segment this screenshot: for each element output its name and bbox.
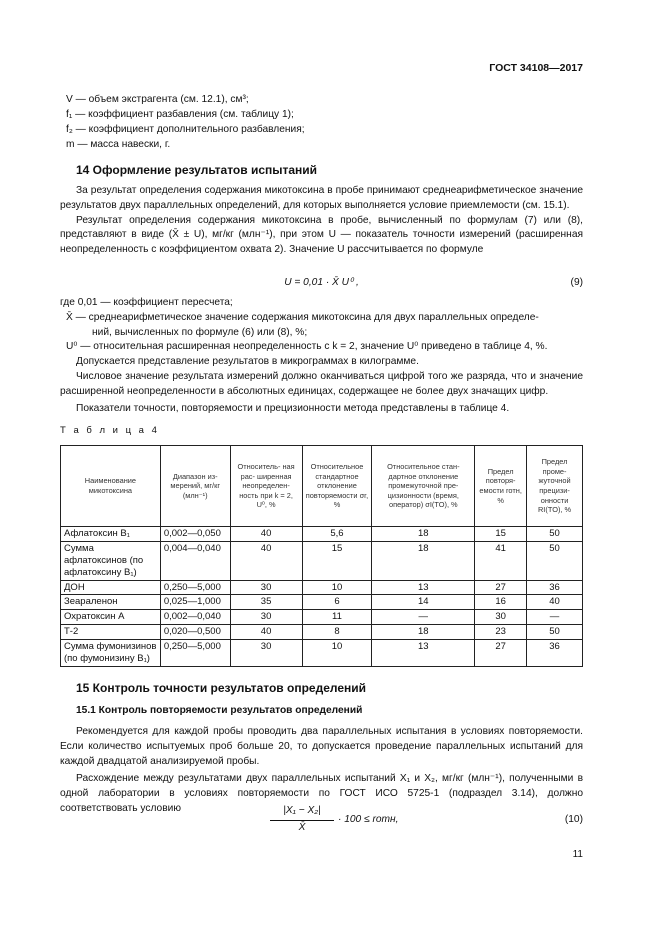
table-row: [61, 625, 583, 640]
cell-value: 13: [372, 580, 475, 595]
cell-value: —: [372, 610, 475, 625]
cell-range: 0,250—5,000: [160, 640, 230, 667]
cell-value: 27: [475, 640, 527, 667]
col-header-repeatability-sd: Относительное стандартное отклонение повторяемости σr, %: [302, 446, 372, 527]
formula-fraction: [270, 804, 334, 836]
cell-value: 40: [230, 625, 302, 640]
section-15-1-title: 15.1 Контроль повторяемости результатов определений: [76, 705, 363, 716]
section-15-text: [60, 725, 583, 817]
col-header-precision-sd: Относительное стан- дартное отклонение промежуточной пре- цизионности (время, оператор) σI(TO), %: [372, 446, 475, 527]
cell-range: 0,025—1,000: [160, 595, 230, 610]
definition-item: где 0,01 — коэффициент пересчета;: [60, 297, 233, 308]
section-14-notes: [60, 355, 583, 417]
table-row: [61, 541, 583, 580]
cell-name: Сумма фумонизинов (по фумонизину B₁): [61, 640, 161, 667]
cell-range: 0,002—0,050: [160, 527, 230, 542]
col-header-uncertainty: Относитель- ная рас- ширенная неопределен- ность при k = 2, U⁰, %: [230, 446, 302, 527]
cell-value: 23: [475, 625, 527, 640]
cell-value: 10: [302, 640, 372, 667]
cell-name: Афлатоксин B₁: [61, 527, 161, 542]
cell-value: 14: [372, 595, 475, 610]
definition-item: f₁ — коэффициент разбавления (см. таблицу 1);: [66, 109, 294, 120]
cell-value: 41: [475, 541, 527, 580]
table-row: [61, 580, 583, 595]
col-header-name: Наименование микотоксина: [61, 446, 161, 527]
paragraph: Числовое значение результата измерений должно оканчиваться цифрой того же разряда, что и значение расширенной неопределенности в абсолютных единицах, содержащее не более двух значащих цифр.: [60, 370, 583, 397]
paragraph: Допускается представление результатов в микрограммах в килограмме.: [76, 356, 419, 367]
cell-range: 0,250—5,000: [160, 580, 230, 595]
page-number: 11: [572, 849, 583, 860]
cell-value: 8: [302, 625, 372, 640]
cell-value: 16: [475, 595, 527, 610]
cell-range: 0,002—0,040: [160, 610, 230, 625]
formula-number: (9): [570, 277, 583, 288]
formula-number: (10): [564, 814, 583, 825]
col-header-precision-limit: Предел проме- жуточной прецизи- онности RI(TO), %: [527, 446, 583, 527]
formula-rest: · 100 ≤ rотн,: [338, 814, 399, 825]
cell-range: 0,020—0,500: [160, 625, 230, 640]
table-caption: Т а б л и ц а 4: [60, 425, 160, 436]
cell-value: 18: [372, 541, 475, 580]
cell-value: 36: [527, 580, 583, 595]
cell-value: 5,6: [302, 527, 372, 542]
cell-value: 15: [475, 527, 527, 542]
table-row: [61, 640, 583, 667]
cell-value: 30: [230, 610, 302, 625]
cell-value: 11: [302, 610, 372, 625]
document-id: ГОСТ 34108—2017: [489, 62, 583, 74]
formula-definitions: [60, 296, 583, 355]
definition-item: U⁰ — относительная расширенная неопределенность с k = 2, значение U⁰ приведено в таблице 4, %.: [66, 341, 548, 353]
cell-value: 50: [527, 527, 583, 542]
cell-value: 35: [230, 595, 302, 610]
cell-value: 15: [302, 541, 372, 580]
col-header-range: Диапазон из- мерений, мг/кг (млн⁻¹): [160, 446, 230, 527]
cell-name: Зеараленон: [61, 595, 161, 610]
definitions-top: [66, 93, 305, 153]
cell-name: Т-2: [61, 625, 161, 640]
cell-value: 36: [527, 640, 583, 667]
definition-item: m — масса навески, г.: [66, 139, 171, 150]
table-header-row: [61, 446, 583, 527]
section-14-title: 14 Оформление результатов испытаний: [76, 163, 318, 177]
section-14-text: [60, 184, 583, 258]
definition-item: X̄ — среднеарифметическое значение содержания микотоксина для двух параллельных определе-: [66, 311, 539, 323]
cell-value: 18: [372, 625, 475, 640]
cell-name: Сумма афлатоксинов (по афлатоксину B₁): [61, 541, 161, 580]
definition-item: ний, вычисленных по формуле (6) или (8), %;: [92, 326, 308, 338]
paragraph: Результат определения содержания микотоксина в пробе, вычисленный по формулам (7) или (8), представляют в виде (X̄ ± U), мг/кг (млн⁻¹), при этом U — показатель точности измерений (расширенная неопределенность с коэффициентом охвата 2). Значение U рассчитывается по формуле: [60, 214, 583, 256]
table-row: [61, 527, 583, 542]
cell-value: 10: [302, 580, 372, 595]
cell-value: 40: [230, 527, 302, 542]
table-row: [61, 610, 583, 625]
col-header-repeatability-limit: Предел повторя- емости rотн, %: [475, 446, 527, 527]
cell-value: 50: [527, 625, 583, 640]
cell-value: 6: [302, 595, 372, 610]
paragraph: Рекомендуется для каждой пробы проводить два параллельных испытания в условиях повторяемости. Если количество испытуемых проб больше 20, то допускается проведение параллельных испытаний для каждой двадцатой анализируемой пробы.: [60, 726, 583, 767]
table-4: [60, 445, 583, 667]
cell-value: —: [527, 610, 583, 625]
paragraph: Показатели точности, повторяемости и прецизионности метода представлены в таблице 4.: [76, 403, 510, 415]
paragraph: За результат определения содержания микотоксина в пробе принимают среднеарифметическое значение результатов двух параллельных определений, для которых выполняется условие приемлемости (см. 15.1).: [60, 185, 583, 211]
definition-item: V — объем экстрагента (см. 12.1), см³;: [66, 94, 249, 105]
table-row: [61, 595, 583, 610]
cell-value: 18: [372, 527, 475, 542]
cell-value: 27: [475, 580, 527, 595]
cell-value: 40: [527, 595, 583, 610]
cell-value: 13: [372, 640, 475, 667]
cell-value: 40: [230, 541, 302, 580]
cell-name: ДОН: [61, 580, 161, 595]
cell-value: 50: [527, 541, 583, 580]
cell-value: 30: [475, 610, 527, 625]
formula-9: [60, 276, 583, 292]
cell-name: Охратоксин А: [61, 610, 161, 625]
cell-value: 30: [230, 580, 302, 595]
formula-10: [60, 804, 583, 838]
formula-numerator: |X₁ − X₂|: [270, 804, 334, 821]
formula-denominator: X̄: [298, 821, 306, 833]
cell-value: 30: [230, 640, 302, 667]
cell-range: 0,004—0,040: [160, 541, 230, 580]
formula-expression: U = 0,01 · X̄ U⁰ ,: [284, 277, 359, 288]
paragraph: Расхождение между результатами двух параллельных испытаний X₁ и X₂, мг/кг (млн⁻¹), полученными в одной лаборатории в условиях повторяемости по ГОСТ ИСО 5725-1 (подраздел 3.14), должно соответствовать условию: [60, 773, 583, 814]
section-15-title: 15 Контроль точности результатов определений: [76, 681, 367, 695]
definition-item: f₂ — коэффициент дополнительного разбавления;: [66, 124, 305, 135]
